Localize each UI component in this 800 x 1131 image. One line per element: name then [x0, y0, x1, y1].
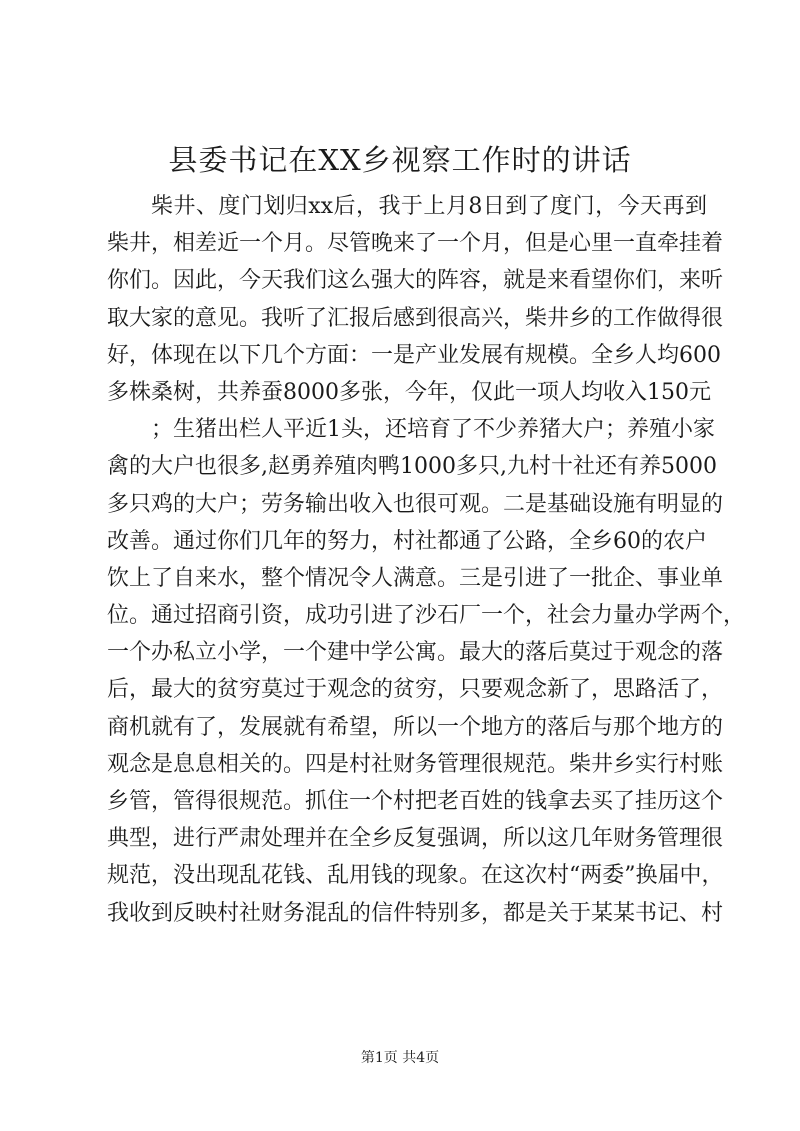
text-line: 乡管，管得很规范。抓住一个村把老百姓的钱拿去买了挂历这个 — [107, 789, 724, 814]
body-paragraph — [107, 188, 746, 932]
text-line: 饮上了自来水，整个情况令人满意。三是引进了一批企、事业单 — [107, 565, 724, 591]
text-line: 好，体现在以下几个方面：一是产业发展有规模。全乡人均600 — [107, 342, 721, 368]
text-line: ；生猪出栏人平近1头，还培育了不少养猪大户；养殖小家 — [151, 417, 715, 443]
text-line: 柴井，相差近一个月。尽管晚来了一个月，但是心里一直牵挂着 — [107, 231, 724, 257]
text-line: 多株桑树，共养蚕8000多张，今年，仅此一项人均收入150元 — [107, 379, 711, 405]
text-line: 取大家的意见。我听了汇报后感到很高兴，柴井乡的工作做得很 — [107, 305, 724, 331]
text-line: 观念是息息相关的。四是村社财务管理很规范。柴井乡实行村账 — [107, 751, 724, 777]
text-line: 商机就有了，发展就有希望，所以一个地方的落后与那个地方的 — [107, 714, 724, 740]
text-line: 规范，没出现乱花钱、乱用钱的现象。在这次村“两委”换届中， — [107, 863, 724, 889]
text-line: 位。通过招商引资，成功引进了沙石厂一个，社会力量办学两个， — [107, 603, 746, 629]
text-line: 典型，进行严肃处理并在全乡反复强调，所以这几年财务管理很 — [107, 826, 724, 852]
text-line: 柴井、度门划归xx后，我于上月8日到了度门，今天再到 — [151, 194, 707, 219]
text-line: 一个办私立小学，一个建中学公寓。最大的落后莫过于观念的落 — [107, 640, 724, 666]
text-line: 后，最大的贫穷莫过于观念的贫穷，只要观念新了，思路活了， — [107, 677, 724, 703]
text-line: 你们。因此，今天我们这么强大的阵容，就是来看望你们，来听 — [107, 268, 724, 294]
page-footer: 第1页 共4页 — [360, 1050, 440, 1066]
document-title: 县委书记在XX乡视察工作时的讲话 — [168, 143, 632, 177]
text-line: 改善。通过你们几年的努力，村社都通了公路，全乡60的农户 — [107, 528, 707, 554]
text-line: 禽的大户也很多,赵勇养殖肉鸭1000多只,九村十社还有养5000 — [107, 454, 717, 480]
text-line: 我收到反映村社财务混乱的信件特别多，都是关于某某书记、村 — [107, 900, 724, 926]
text-line: 多只鸡的大户；劳务输出收入也很可观。二是基础设施有明显的 — [107, 491, 724, 517]
